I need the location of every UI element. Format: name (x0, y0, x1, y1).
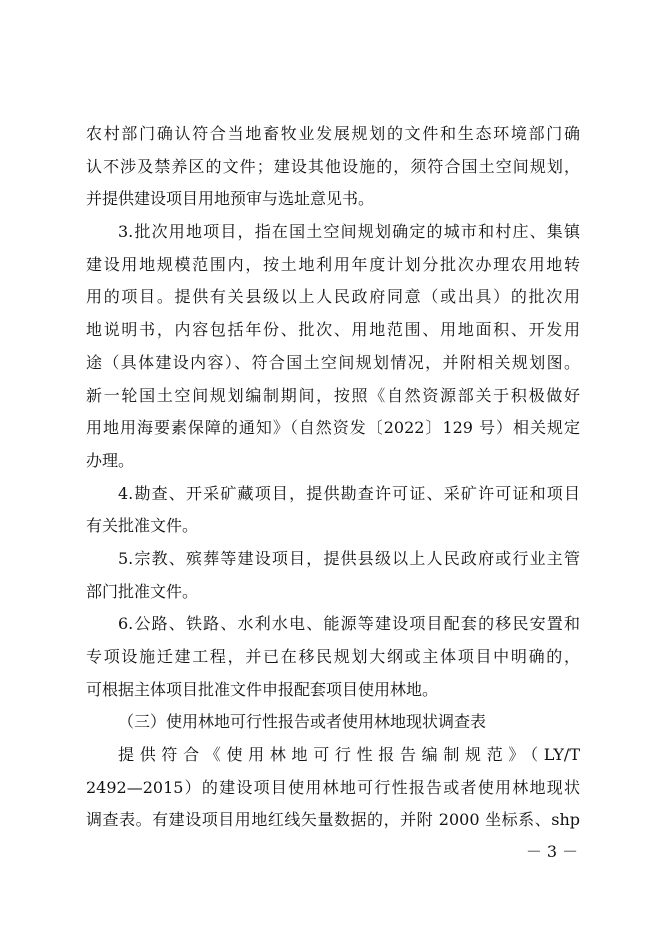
text-line-13: 有关批准文件。 (86, 516, 199, 536)
text-line-7: 地说明书，内容包括年份、批次、用地范围、用地面积、开发用 (86, 320, 580, 340)
text-line-5: 建设用地规模范围内，按土地利用年度计划分批次办理农用地转 (86, 254, 580, 274)
text-line-12: 4.勘查、开采矿藏项目，提供勘查许可证、采矿许可证和项目 (118, 483, 580, 503)
text-line-6: 用的项目。提供有关县级以上人民政府同意（或出具）的批次用 (86, 287, 580, 307)
text-line-2: 认不涉及禁养区的文件；建设其他设施的，须符合国土空间规划， (86, 156, 580, 176)
text-line-14: 5.宗教、殡葬等建设项目，提供县级以上人民政府或行业主管 (118, 548, 580, 568)
page-number: － 3 － (525, 842, 579, 861)
text-line-20: 提供符合《使用林地可行性报告编制规范》（LY/T (118, 745, 580, 765)
text-line-21: 2492—2015）的建设项目使用林地可行性报告或者使用林地现状 (86, 777, 580, 797)
text-line-8: 途（具体建设内容）、符合国土空间规划情况，并附相关规划图。 (86, 352, 580, 372)
text-line-10: 用地用海要素保障的通知》（自然资发〔2022〕129 号）相关规定 (86, 418, 580, 438)
text-line-22: 调查表。有建设项目用地红线矢量数据的，并附 2000 坐标系、shp (86, 810, 580, 830)
section-heading: （三）使用林地可行性报告或者使用林地现状调查表 (118, 712, 487, 732)
text-line-9: 新一轮国土空间规划编制期间，按照《自然资源部关于积极做好 (86, 385, 580, 405)
text-line-18: 可根据主体项目批准文件申报配套项目使用林地。 (86, 679, 439, 699)
text-line-4: 3.批次用地项目，指在国土空间规划确定的城市和村庄、集镇 (118, 222, 580, 242)
text-line-1: 农村部门确认符合当地畜牧业发展规划的文件和生态环境部门确 (86, 124, 580, 143)
text-line-11: 办理。 (86, 450, 135, 470)
document-body (86, 118, 580, 837)
text-line-15: 部门批准文件。 (86, 581, 199, 601)
text-line-16: 6.公路、铁路、水利水电、能源等建设项目配套的移民安置和 (118, 614, 580, 634)
text-line-17: 专项设施迁建工程，并已在移民规划大纲或主体项目中明确的， (86, 647, 580, 666)
text-line-3: 并提供建设项目用地预审与选址意见书。 (86, 189, 375, 209)
